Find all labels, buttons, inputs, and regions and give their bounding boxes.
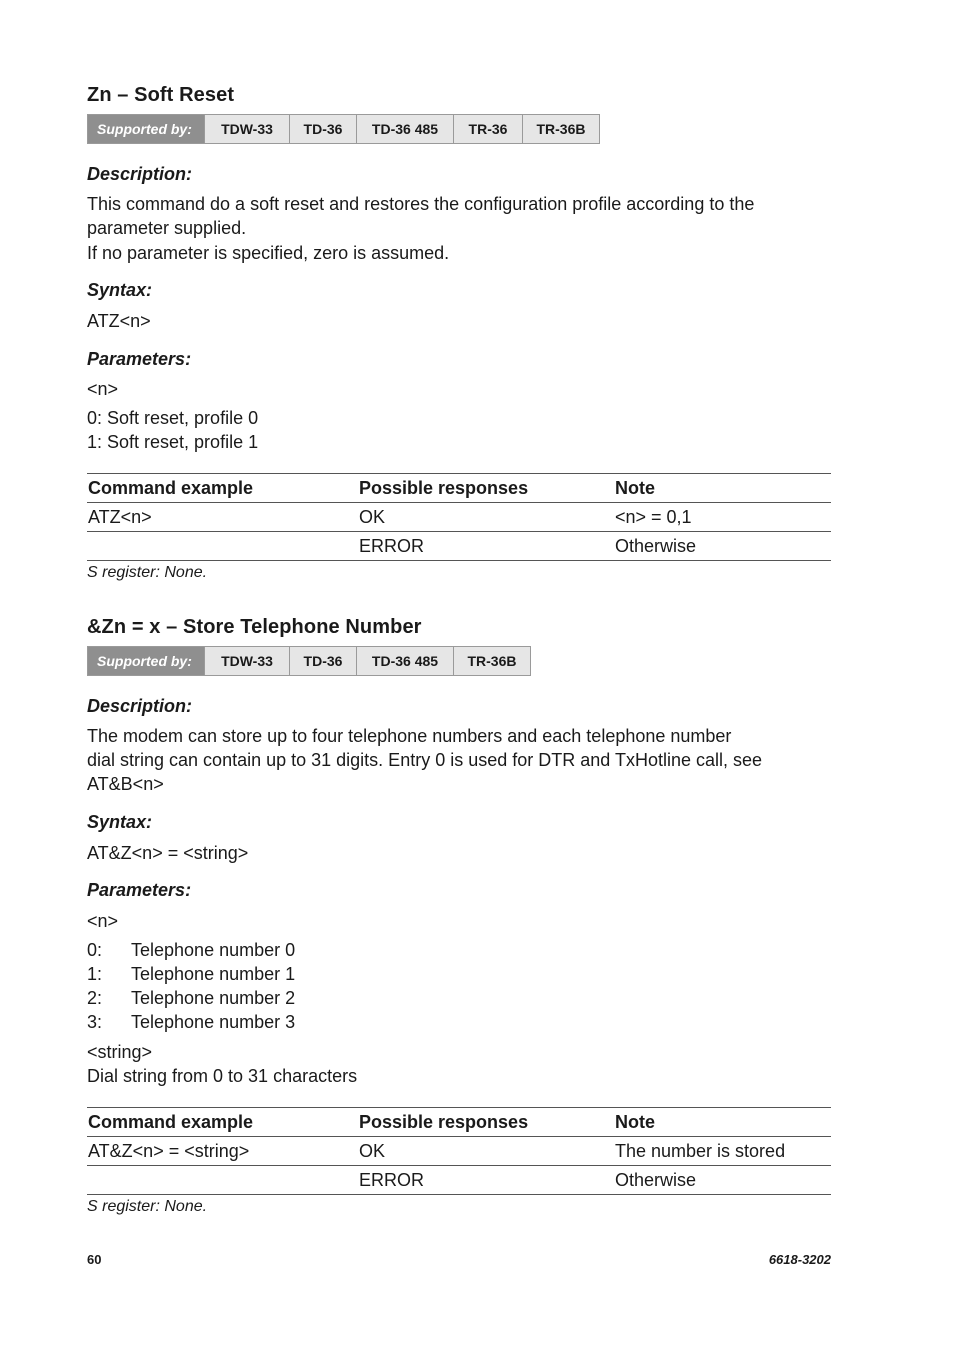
table-cell: Otherwise [614,532,831,561]
description-heading: Description: [87,164,193,184]
table-cell: ERROR [358,1166,614,1195]
model-tag: TD-36 485 [356,647,453,675]
parameters-heading: Parameters: [87,880,192,900]
description-line: AT&B<n> [87,774,164,794]
parameter-description: Dial string from 0 to 31 characters [87,1066,358,1086]
s-register-note: S register: None. [87,1198,208,1215]
parameter-name: <n> [87,911,119,931]
description-line: parameter supplied. [87,218,247,238]
model-tag: TD-36 [289,647,356,675]
list-key: 2: [87,988,103,1008]
supported-by-bar [87,646,531,676]
section-title: &Zn = x – Store Telephone Number [87,616,422,638]
table-row [87,532,831,561]
list-key: 3: [87,1012,103,1032]
list-item [87,1010,295,1034]
table-cell: OK [358,1137,614,1166]
model-tag: TD-36 485 [356,115,453,143]
column-header: Note [614,1108,831,1137]
column-header: Note [614,474,831,503]
column-header: Command example [87,1108,358,1137]
model-tag: TD-36 [289,115,356,143]
table-cell [87,532,358,561]
list-item [87,962,295,986]
parameter-name: <string> [87,1042,153,1062]
model-tag: TR-36B [453,647,530,675]
table-header-row [87,474,831,503]
model-tag: TR-36 [453,115,522,143]
table-header-row [87,1108,831,1137]
list-key: 0: [87,940,103,960]
s-register-note: S register: None. [87,564,208,581]
page-number: 60 [87,1252,102,1267]
table-cell: AT&Z<n> = <string> [87,1137,358,1166]
table-cell: <n> = 0,1 [614,503,831,532]
parameter-list [87,938,295,1034]
syntax-text: AT&Z<n> = <string> [87,843,249,863]
command-table [87,1107,831,1195]
table-row [87,503,831,532]
table-cell: ERROR [358,532,614,561]
table-row [87,1137,831,1166]
model-tag: TR-36B [522,115,599,143]
command-table [87,473,831,561]
description-line: This command do a soft reset and restores the configuration profile according to the [87,194,755,214]
section-title: Zn – Soft Reset [87,84,235,106]
parameter-name: <n> [87,379,119,399]
table-row [87,1166,831,1195]
supported-by-label: Supported by: [88,647,204,675]
list-item [87,986,295,1010]
table-cell: The number is stored [614,1137,831,1166]
description-line: The modem can store up to four telephone numbers and each telephone number [87,726,732,746]
supported-by-bar [87,114,600,144]
table-cell: OK [358,503,614,532]
column-header: Possible responses [358,474,614,503]
table-cell: Otherwise [614,1166,831,1195]
model-tag: TDW-33 [204,647,289,675]
description-line: If no parameter is specified, zero is assumed. [87,243,450,263]
column-header: Command example [87,474,358,503]
list-key: 1: [87,964,103,984]
syntax-text: ATZ<n> [87,311,151,331]
list-value: Telephone number 2 [131,988,296,1008]
list-value: Telephone number 0 [131,940,296,960]
parameter-value: 0: Soft reset, profile 0 [87,408,259,428]
list-item [87,938,295,962]
column-header: Possible responses [358,1108,614,1137]
list-value: Telephone number 1 [131,964,296,984]
parameter-value: 1: Soft reset, profile 1 [87,432,259,452]
description-line: dial string can contain up to 31 digits. Entry 0 is used for DTR and TxHotline call, see [87,750,763,770]
syntax-heading: Syntax: [87,812,153,832]
description-heading: Description: [87,696,193,716]
document-number: 6618-3202 [768,1252,831,1267]
model-tag: TDW-33 [204,115,289,143]
table-cell: ATZ<n> [87,503,358,532]
list-value: Telephone number 3 [131,1012,296,1032]
syntax-heading: Syntax: [87,280,153,300]
parameters-heading: Parameters: [87,349,192,369]
table-cell [87,1166,358,1195]
supported-by-label: Supported by: [88,115,204,143]
